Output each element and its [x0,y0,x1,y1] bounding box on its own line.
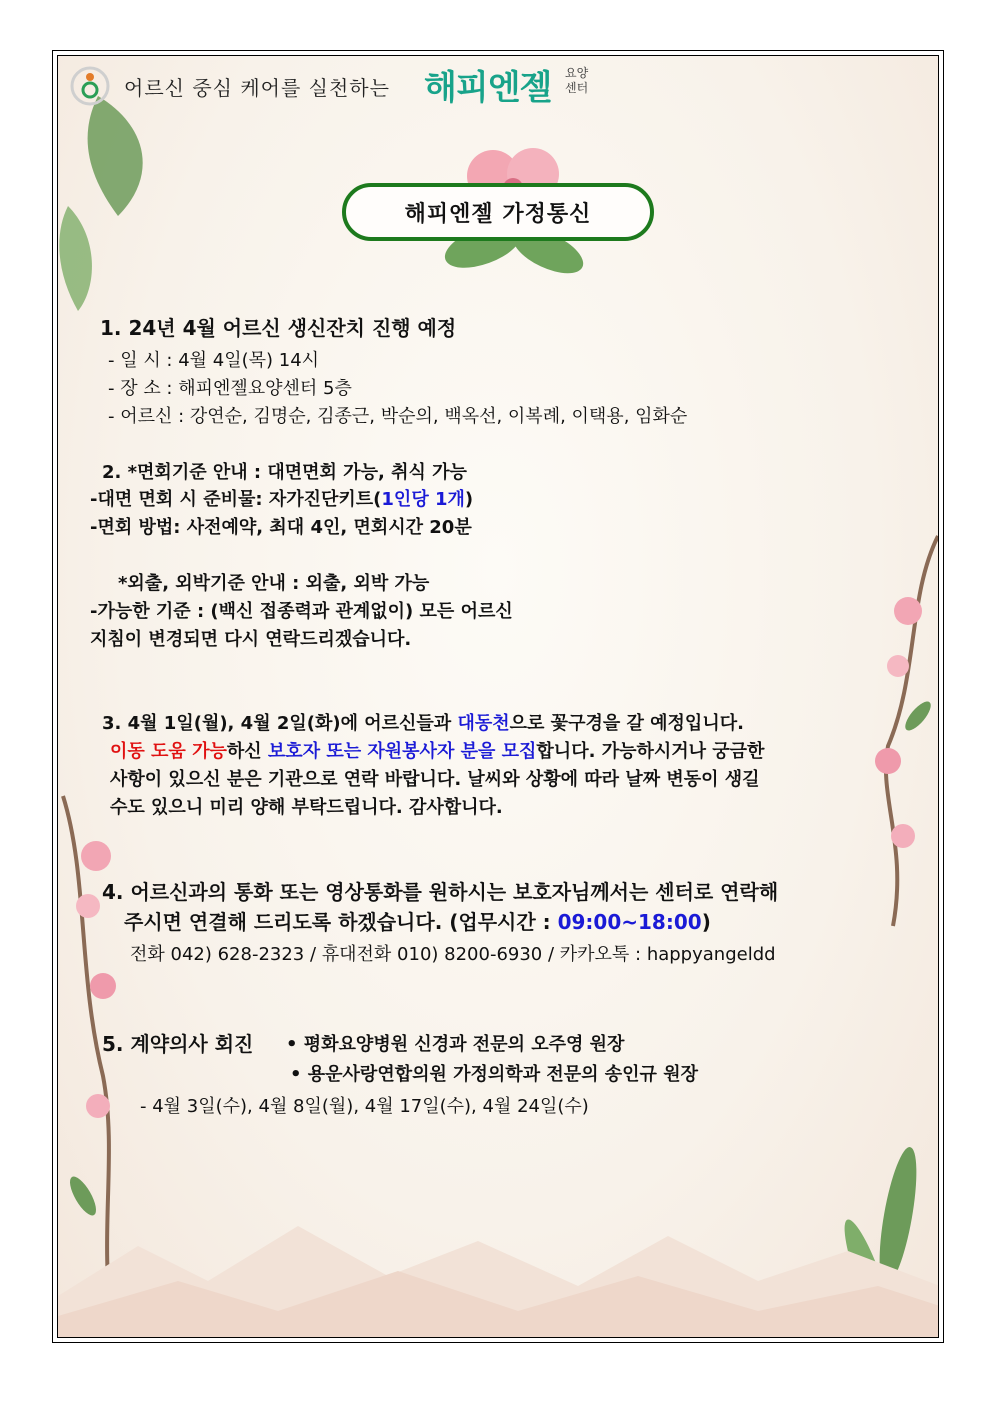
section1-date: - 일 시 : 4월 4일(목) 14시 [108,350,320,371]
happy-angel-logo-icon [70,66,110,106]
section5-doctor2: • 용운사랑연합의원 가정의학과 전문의 송인규 원장 [290,1064,698,1085]
document-title: 해피엔젤 가정통신 [342,183,654,241]
section1-names: - 어르신 : 강연순, 김명순, 김종근, 박순의, 백옥선, 이복례, 이택용, 임화순 [108,406,688,427]
section4-line2: 주시면 연결해 드리도록 하겠습니다. (업무시간 : 09:00~18:00) [124,910,711,934]
section5-heading: 5. 계약의사 회진 [102,1032,254,1056]
section2-outing-heading: *외출, 외박기준 안내 : 외출, 외박 가능 [118,573,430,594]
brand-subtitle: 요양 센터 [565,66,589,95]
blossom-branch-right [848,516,939,936]
section4-contacts: 전화 042) 628-2323 / 휴대전화 010) 8200-6930 / 카카오톡 : happyangeldd [130,944,776,965]
section1-place: - 장 소 : 해피엔젤요양센터 5층 [108,378,352,399]
mountain-silhouette-bottom [58,1186,939,1338]
section3-line4: 수도 있으니 미리 양해 부탁드립니다. 감사합니다. [110,797,503,818]
leaf-decoration-top-left [58,86,168,316]
header-tagline: 어르신 중심 케어를 실천하는 [124,76,390,100]
section4-line1: 4. 어르신과의 통화 또는 영상통화를 원하시는 보호자님께서는 센터로 연락해 [102,880,779,904]
section2-notice: 지침이 변경되면 다시 연락드리겠습니다. [90,629,412,650]
section2-supplies: -대면 면회 시 준비물: 자가진단키트(1인당 1개) [90,489,474,510]
section3-line1: 3. 4월 1일(월), 4월 2일(화)에 어르신들과 대동천으로 꽃구경을 갈 예정입니다. [102,713,744,734]
section3-line3: 사항이 있으신 분은 기관으로 연락 바랍니다. 날씨와 상황에 따라 날짜 변동이 생길 [110,769,760,790]
brand-name: 해피엔젤 [424,68,552,108]
section5-dates: - 4월 3일(수), 4월 8일(월), 4월 17일(수), 4월 24일(수) [140,1096,589,1117]
section2-heading: 2. *면회기준 안내 : 대면면회 가능, 취식 가능 [102,462,467,483]
section5-doctor1: • 평화요양병원 신경과 전문의 오주영 원장 [286,1034,625,1055]
section2-method: -면회 방법: 사전예약, 최대 4인, 면회시간 20분 [90,517,472,538]
page-background [57,55,939,1338]
section2-criteria: -가능한 기준 : (백신 접종력과 관계없이) 모든 어르신 [90,601,513,622]
section1-heading: 1. 24년 4월 어르신 생신잔치 진행 예정 [100,316,457,340]
section3-line2: 이동 도움 가능하신 보호자 또는 자원봉사자 분을 모집합니다. 가능하시거나 궁금한 [110,741,765,762]
